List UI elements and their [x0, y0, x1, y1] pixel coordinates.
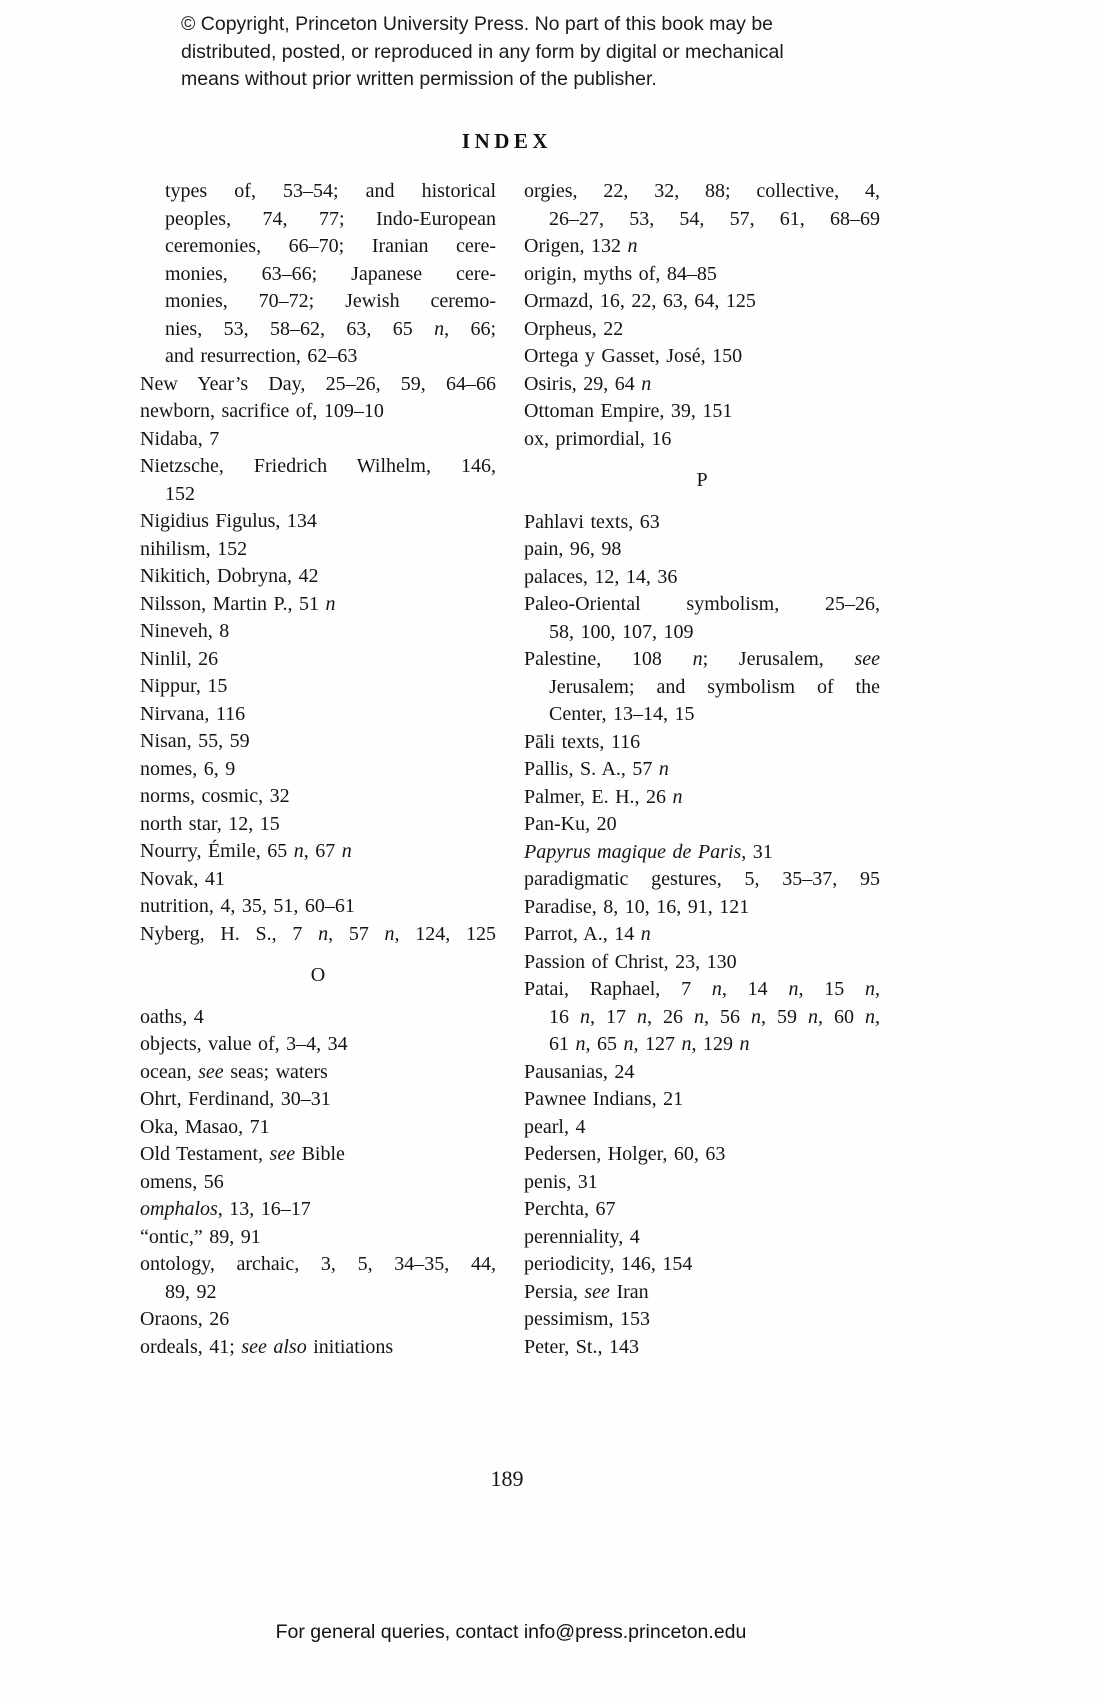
index-line: Nikitich, Dobryna, 42 [140, 565, 319, 587]
index-line: 89, 92 [165, 1280, 217, 1303]
index-line: Novak, 41 [140, 867, 225, 890]
index-line: Pallis, S. A., 57 n [524, 758, 669, 780]
index-line: 26–27, 53, 54, 57, 61, 68–69 [549, 207, 880, 230]
section-header: O [310, 964, 326, 986]
index-line: Perchta, 67 [524, 1198, 616, 1220]
index-line: nies, 53, 58–62, 63, 65 n, 66; [165, 317, 497, 340]
index-line: Orpheus, 22 [524, 317, 624, 340]
index-line: Ortega y Gasset, José, 150 [524, 345, 743, 367]
index-line: Pahlavi texts, 63 [524, 510, 660, 533]
index-column-right [524, 178, 880, 1361]
page-title: INDEX [461, 129, 553, 153]
footer-contact: For general queries, contact info@press.princeton.edu [275, 1621, 747, 1643]
index-line: pearl, 4 [524, 1115, 586, 1138]
copyright-line: © Copyright, Princeton University Press. No part of this book may be [181, 13, 774, 35]
index-line: Paradise, 8, 10, 16, 91, 121 [524, 895, 750, 918]
index-line: monies, 63–66; Japanese cere- [165, 262, 496, 285]
index-line: Passion of Christ, 23, 130 [524, 950, 737, 973]
index-line: Papyrus magique de Paris, 31 [524, 840, 773, 863]
index-line: perenniality, 4 [524, 1225, 640, 1248]
index-line: 58, 100, 107, 109 [549, 620, 694, 643]
index-line: Ohrt, Ferdinand, 30–31 [140, 1088, 331, 1110]
index-line: oaths, 4 [140, 1005, 204, 1028]
index-line: ox, primordial, 16 [524, 427, 672, 450]
index-line: 61 n, 65 n, 127 n, 129 n [549, 1033, 750, 1055]
section-header: P [696, 469, 708, 491]
index-line: Pedersen, Holger, 60, 63 [524, 1143, 726, 1165]
index-line: palaces, 12, 14, 36 [524, 565, 678, 588]
index-line: Nidaba, 7 [140, 427, 220, 450]
index-line: Nirvana, 116 [140, 702, 246, 725]
index-line: 152 [165, 482, 195, 505]
index-line: Paleo-Oriental symbolism, 25–26, [524, 593, 880, 615]
index-line: Pāli texts, 116 [524, 730, 641, 753]
index-line: Ormazd, 16, 22, 63, 64, 125 [524, 290, 756, 312]
index-line: Peter, St., 143 [524, 1335, 639, 1358]
copyright-notice [181, 11, 851, 94]
index-line: Palmer, E. H., 26 n [524, 785, 683, 808]
index-line: Nippur, 15 [140, 675, 228, 697]
index-line: Ninlil, 26 [140, 647, 219, 670]
index-line: 16 n, 17 n, 26 n, 56 n, 59 n, 60 n, [549, 1005, 880, 1028]
index-line: Nilsson, Martin P., 51 n [140, 592, 336, 615]
index-line: Nigidius Figulus, 134 [140, 510, 317, 532]
index-line: north star, 12, 15 [140, 812, 280, 835]
index-line: Center, 13–14, 15 [549, 703, 695, 725]
index-line: Nisan, 55, 59 [140, 730, 250, 752]
index-line: nomes, 6, 9 [140, 757, 236, 780]
index-line: ocean, see seas; waters [140, 1060, 328, 1083]
index-line: New Year’s Day, 25–26, 59, 64–66 [140, 372, 496, 395]
index-line: Nietzsche, Friedrich Wilhelm, 146, [140, 455, 496, 477]
index-line: Origen, 132 n [524, 235, 638, 257]
index-line: newborn, sacrifice of, 109–10 [140, 400, 384, 422]
index-line: Oka, Masao, 71 [140, 1115, 270, 1138]
index-line: periodicity, 146, 154 [524, 1253, 693, 1275]
index-line: Pawnee Indians, 21 [524, 1088, 684, 1110]
index-line: nihilism, 152 [140, 537, 248, 560]
index-line: Ottoman Empire, 39, 151 [524, 400, 733, 422]
index-line: Old Testament, see Bible [140, 1143, 345, 1165]
index-columns [140, 178, 880, 1361]
page-number: 189 [490, 1466, 524, 1491]
index-line: objects, value of, 3–4, 34 [140, 1033, 348, 1055]
index-line: pessimism, 153 [524, 1308, 650, 1330]
index-line: “ontic,” 89, 91 [140, 1225, 261, 1248]
index-line: ontology, archaic, 3, 5, 34–35, 44, [140, 1253, 496, 1275]
index-line: ceremonies, 66–70; Iranian cere- [165, 235, 496, 257]
index-line: Nyberg, H. S., 7 n, 57 n, 124, 125 [140, 922, 496, 945]
index-line: Pan-Ku, 20 [524, 813, 617, 835]
index-line: penis, 31 [524, 1170, 598, 1193]
index-line: Patai, Raphael, 7 n, 14 n, 15 n, [524, 978, 880, 1000]
index-line: orgies, 22, 32, 88; collective, 4, [524, 180, 880, 202]
index-line: Parrot, A., 14 n [524, 923, 651, 945]
index-line: Nourry, Émile, 65 n, 67 n [140, 840, 352, 862]
index-column-left [140, 178, 496, 1361]
index-line: Persia, see Iran [524, 1280, 649, 1303]
index-line: Palestine, 108 n; Jerusalem, see [524, 648, 880, 670]
index-line: Oraons, 26 [140, 1308, 230, 1330]
index-line: monies, 70–72; Jewish ceremo- [165, 290, 496, 312]
index-line: Jerusalem; and symbolism of the [549, 675, 880, 698]
index-line: peoples, 74, 77; Indo-European [165, 207, 496, 230]
index-line: norms, cosmic, 32 [140, 785, 290, 807]
index-line: and resurrection, 62–63 [165, 345, 358, 367]
index-line: nutrition, 4, 35, 51, 60–61 [140, 895, 355, 917]
copyright-line: distributed, posted, or reproduced in any form by digital or mechanical [181, 40, 784, 63]
index-line: paradigmatic gestures, 5, 35–37, 95 [524, 868, 880, 890]
index-line: Nineveh, 8 [140, 620, 230, 642]
index-line: pain, 96, 98 [524, 538, 622, 560]
index-line: omens, 56 [140, 1170, 224, 1193]
index-line: origin, myths of, 84–85 [524, 262, 717, 285]
index-line: types of, 53–54; and historical [165, 180, 496, 202]
index-line: omphalos, 13, 16–17 [140, 1198, 311, 1220]
index-line: ordeals, 41; see also initiations [140, 1335, 394, 1358]
index-line: Osiris, 29, 64 n [524, 372, 652, 395]
index-line: Pausanias, 24 [524, 1060, 635, 1083]
copyright-line: means without prior written permission of the publisher. [181, 68, 657, 90]
